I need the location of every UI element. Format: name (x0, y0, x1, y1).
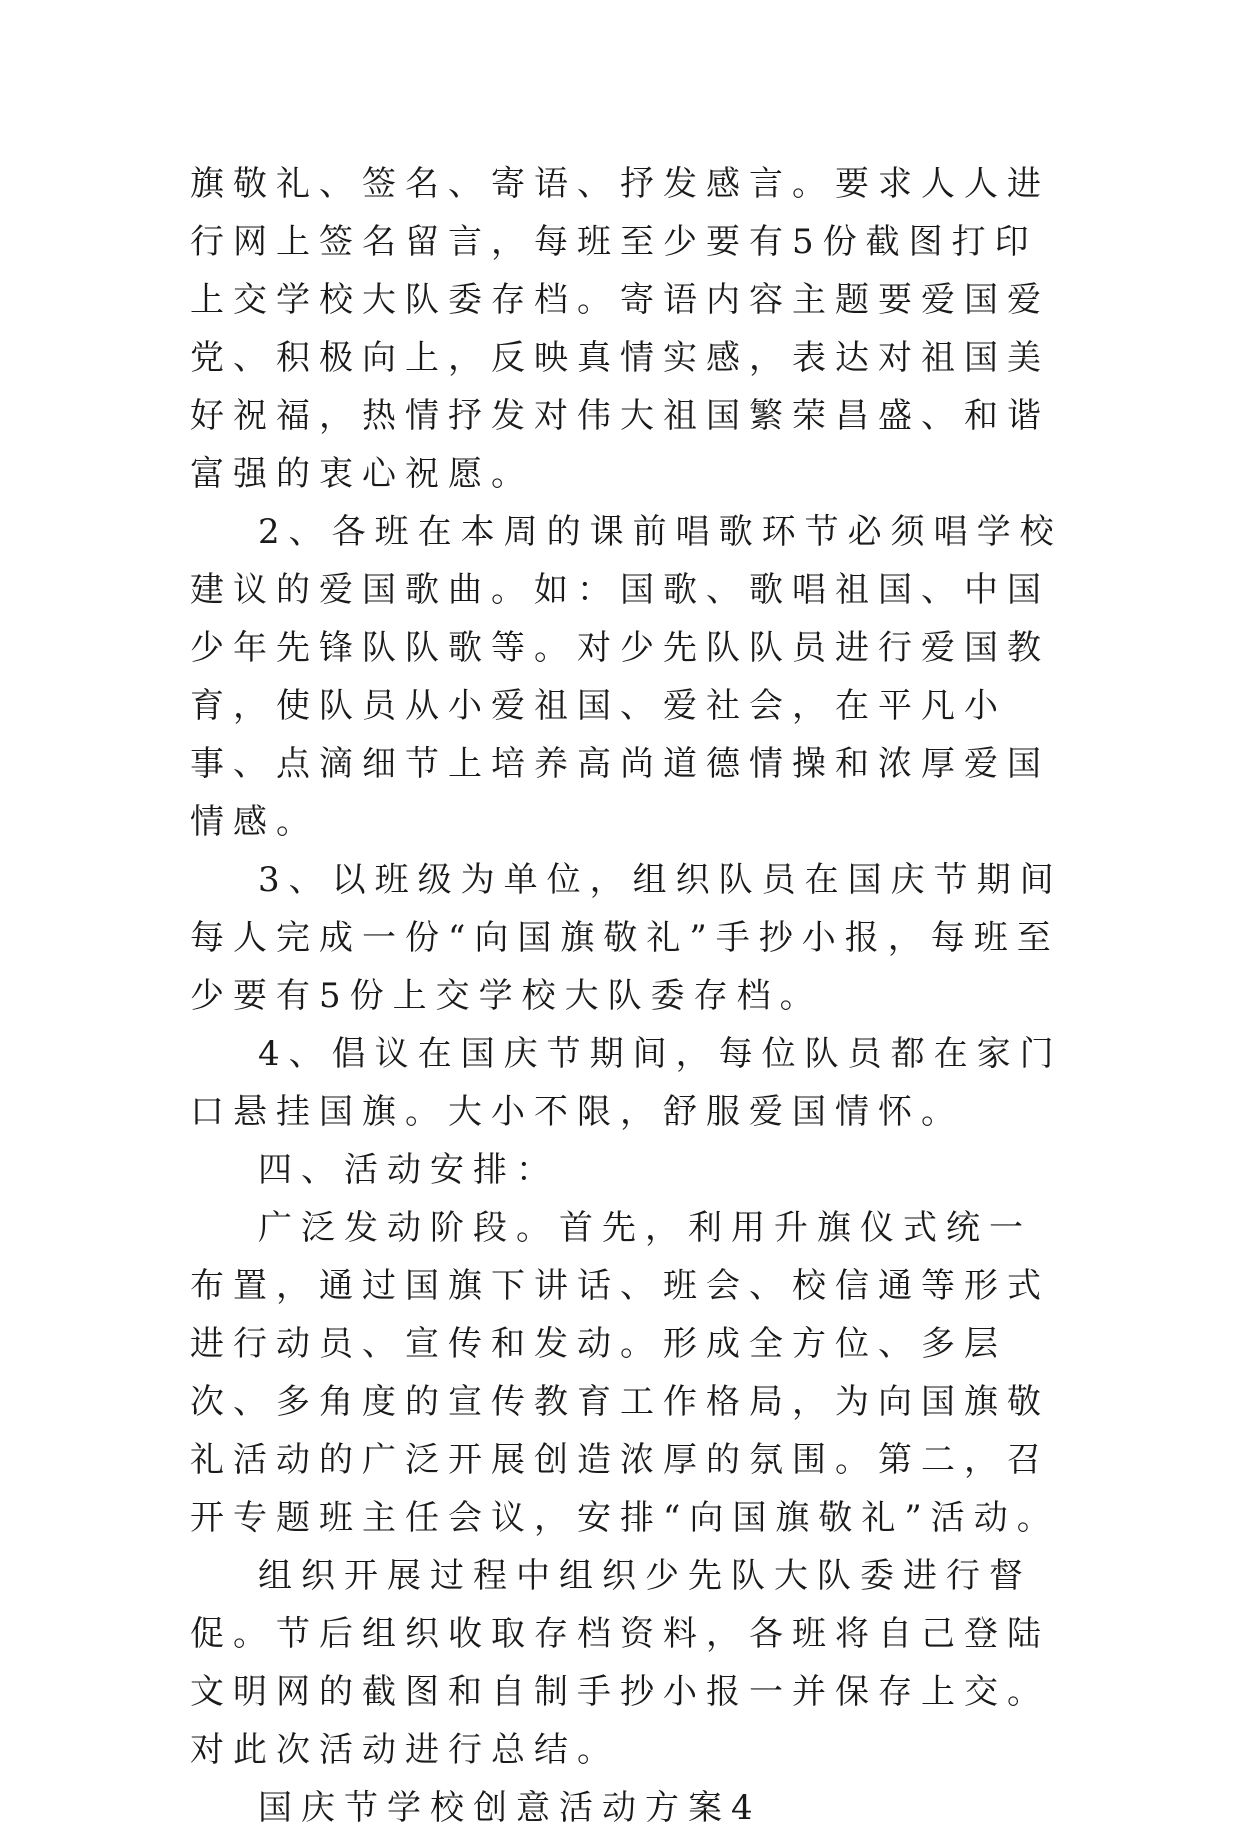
paragraph-7: 组织开展过程中组织少先队大队委进行督促。节后组织收取存档资料，各班将自己登陆文明网的截图和自制手抄小报一并保存上交。对此次活动进行总结。 (190, 1556, 1050, 1770)
paragraph-1: 旗敬礼、签名、寄语、抒发感言。要求人人进行网上签名留言，每班至少要有5份截图打印上交学校大队委存档。寄语内容主题要爱国爱党、积极向上，反映真情实感，表达对祖国美好祝福，热情抒发对伟大祖国繁荣昌盛、和谐富强的衷心祝愿。 (190, 164, 1050, 494)
paragraph-3: 3、以班级为单位，组织队员在国庆节期间每人完成一份“向国旗敬礼”手抄小报，每班至少要有5份上交学校大队委存档。 (190, 860, 1063, 1016)
paragraph-2: 2、各班在本周的课前唱歌环节必须唱学校建议的爱国歌曲。如：国歌、歌唱祖国、中国少年先锋队队歌等。对少先队队员进行爱国教育，使队员从小爱祖国、爱社会，在平凡小事、点滴细节上培养高尚道德情操和浓厚爱国情感。 (190, 512, 1063, 842)
paragraph-6: 广泛发动阶段。首先，利用升旗仪式统一布置，通过国旗下讲话、班会、校信通等形式进行动员、宣传和发动。形成全方位、多层次、多角度的宣传教育工作格局，为向国旗敬礼活动的广泛开展创造浓厚的氛围。第二，召开专题班主任会议，安排“向国旗敬礼”活动。 (190, 1208, 1060, 1538)
paragraph-4: 4、倡议在国庆节期间，每位队员都在家门口悬挂国旗。大小不限，舒服爱国情怀。 (190, 1034, 1063, 1132)
next-section-title: 国庆节学校创意活动方案4 (258, 1788, 762, 1828)
section-heading-activity-arrangement: 四、活动安排： (258, 1150, 559, 1190)
document-body (190, 155, 1070, 1837)
